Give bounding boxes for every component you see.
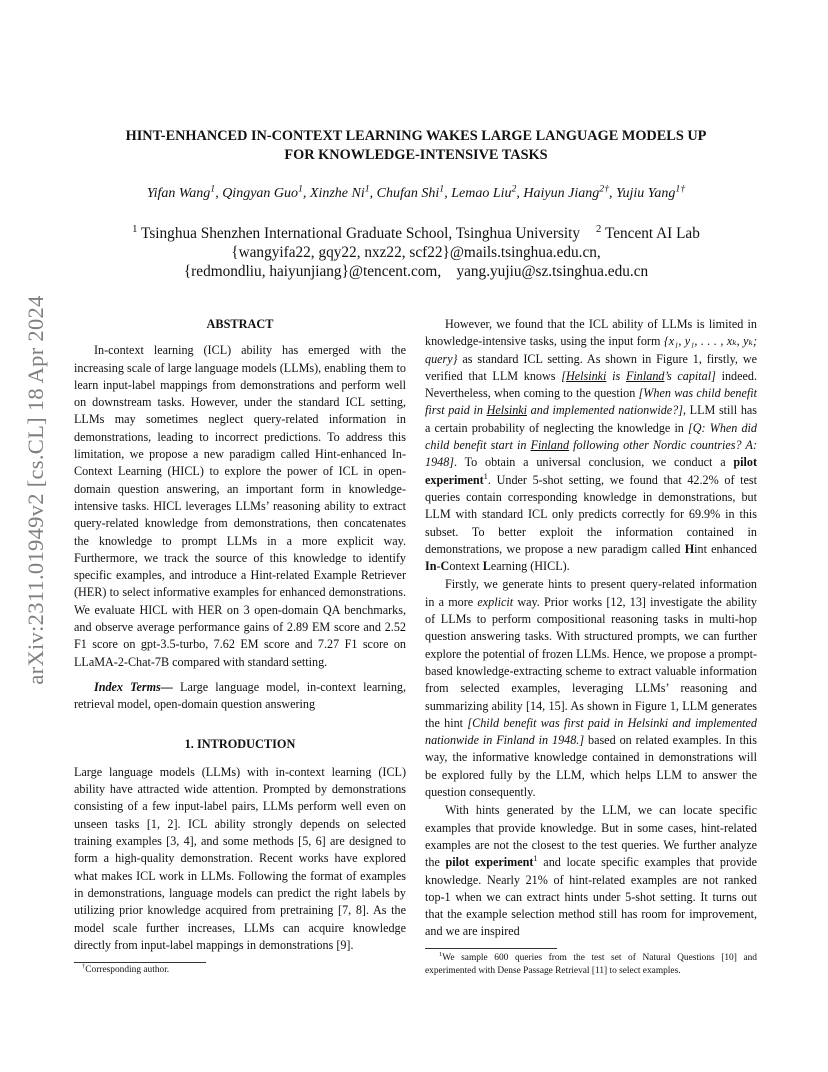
paragraph-retriever: With hints generated by the LLM, we can locate specific examples that provide knowledge. But in some cases, hint-related examples are not the closest to the test queries. We further analyze the pilot experiment$^1$ and locate specific examples that provide knowledge. Nearly 21% of hint-related examples are not ranked top-1 when we can extract hints under 5-shot setting. It turns out that the example selection method still has room for improvement, and we are inspired — [425, 803, 757, 939]
author: Xinzhe Ni$^1$ — [309, 183, 370, 201]
footnote-left: †Corresponding author. — [82, 962, 170, 975]
title-line-2: FOR KNOWLEDGE-INTENSIVE TASKS — [284, 147, 548, 163]
affiliations — [74, 224, 758, 281]
abstract-text: In-context learning (ICL) ability has emerged with the increasing scale of large language models (LLMs), enabling them to learn input-label mappings from demonstrations and perform well on downstream tasks. However, under the standard ICL setting, LLMs may sometimes neglect query-related information in demonstrations, leading to incorrect predictions. To address this limitation, we propose a new paradigm called Hint-enhanced In-Context Learning (HICL) to explore the power of ICL in open-domain question answering, an important form in knowledge-intensive tasks. HICL leverages LLMs’ reasoning ability to extract query-related knowledge from demonstrations, then concatenates the knowledge to prompt LLMs in a more explicit way. Furthermore, we track the source of this knowledge to identify specific examples, and introduce a Hint-related Example Retriever (HER) to select informative examples for enhanced demonstrations. We evaluate HICL with HER on 3 open-domain QA benchmarks, and observe average performance gains of 2.89 EM score and 2.52 F1 score on gpt-3.5-turbo, 7.62 EM score and 7.27 F1 score on LLaMA-2-Chat-7B compared with standard setting. — [74, 343, 406, 669]
author: Haiyun Jiang$^{2\dagger}$ — [523, 183, 610, 201]
footnote-right: $^1$We sample 600 queries from the test set of Natural Questions [10] and experimented with Dense Passage Retrieval [11] to select examples. — [425, 950, 757, 976]
introduction-text: Large language models (LLMs) with in-context learning (ICL) ability have attracted wide attention. Prompted by demonstrations consisting of a few input-label pairs, LLMs perform well even on unseen tasks [1, 2]. ICL ability strongly depends on selected training examples [3, 4], and some methods [5, 6] are designed to form a high-quality demonstration. Recent works have explored what makes ICL work in LLMs. Following the format of examples in demonstrations, language models can predict the right labels by utilizing prior knowledge acquired from pretraining [7, 8]. As the model scale further increases, LLMs can acquire knowledge directly from input-label mappings in demonstrations [9]. — [74, 764, 406, 952]
arxiv-id: arXiv:2311.01949v2 [cs.CL] 18 Apr 2024 — [23, 295, 48, 685]
left-column — [74, 316, 406, 954]
affiliation-2: Tencent AI Lab — [604, 225, 700, 242]
email-line-2: {redmondliu, haiyunjiang}@tencent.com, yang.yujiu@sz.tsinghua.edu.cn — [183, 263, 649, 280]
author: Lemao Liu$^2$ — [451, 183, 517, 201]
author: Yujiu Yang$^{1\dagger}$ — [616, 183, 686, 201]
footnote-rule-left — [74, 962, 206, 963]
arxiv-stamp — [20, 290, 52, 690]
abstract-heading: ABSTRACT — [206, 317, 274, 331]
author: Yifan Wang$^1$ — [146, 183, 216, 201]
paper-title — [74, 127, 758, 165]
footnote-rule-right — [425, 948, 557, 949]
author: Chufan Shi$^1$ — [376, 183, 445, 201]
paragraph-icl-limitation: However, we found that the ICL ability of LLMs is limited in knowledge-intensive tasks, using the input form {x₁, y₁, . . . , xₖ, yₖ; query} as standard ICL setting. As shown in Figure 1, firstly, we verified that LLM knows [Helsinki is Finland’s capital] indeed. Nevertheless, when coming to the question [When was child benefit first paid in Helsinki and implemented nationwide?], LLM still has a certain probability of neglecting the knowledge in [Q: When did child benefit start in Finland following other Nordic countries? A: 1948]. To obtain a universal conclusion, we conduct a pilot experiment$^1$. Under 5-shot setting, we found that 42.2% of test queries contain corresponding knowledge in demonstrations, but LLM with standard ICL only predicts correctly for 69.9% in this subset. To better exploit the information contained in demonstrations, we propose a new paradigm called Hint enhanced In-Context Learning (HICL). — [425, 317, 758, 574]
index-terms: Index Terms— Large language model, in-context learning, retrieval model, open-domain question answering — [74, 679, 406, 712]
affiliation-1: Tsinghua Shenzhen International Graduate School, Tsinghua University — [141, 225, 581, 242]
author-list: Yifan Wang$^1$, Qingyan Guo$^1$, Xinzhe Ni$^1$, Chufan Shi$^1$, Lemao Liu$^2$, Haiyun Jiang$^{2\dagger}$, Yujiu Yang$^{1\dagger}$ — [146, 183, 686, 201]
title-line-1: HINT-ENHANCED IN-CONTEXT LEARNING WAKES LARGE LANGUAGE MODELS UP — [125, 128, 707, 144]
right-column — [425, 316, 757, 941]
author: Qingyan Guo$^1$ — [222, 183, 303, 201]
introduction-heading: 1. INTRODUCTION — [184, 736, 296, 751]
paragraph-hints: Firstly, we generate hints to present query-related information in a more explicit way. Prior works [12, 13] investigate the ability of LLMs to perform compositional reasoning tasks in multi-hop question answering tasks. With structured prompts, we can further explore the potential of frozen LLMs. Hence, we propose a prompt-based knowledge-extracting scheme to extract valuable information from selected examples, leveraging LLMs’ reasoning and summarizing ability [14, 15]. As shown in Figure 1, LLM generates the hint [Child benefit was first paid in Helsinki and implemented nationwide in Finland in 1948.] based on related examples. In this way, the informative knowledge contained in demonstrations will be explored fully by the LLM, which helps LLM to answer the question consequently. — [425, 577, 758, 800]
email-line-1: {wangyifa22, gqy22, nxz22, scf22}@mails.tsinghua.edu.cn, — [231, 244, 601, 261]
affiliation-line: $^1$ Tsinghua Shenzhen International Graduate School, Tsinghua University $^2$ Tencent AI Lab — [132, 222, 700, 242]
